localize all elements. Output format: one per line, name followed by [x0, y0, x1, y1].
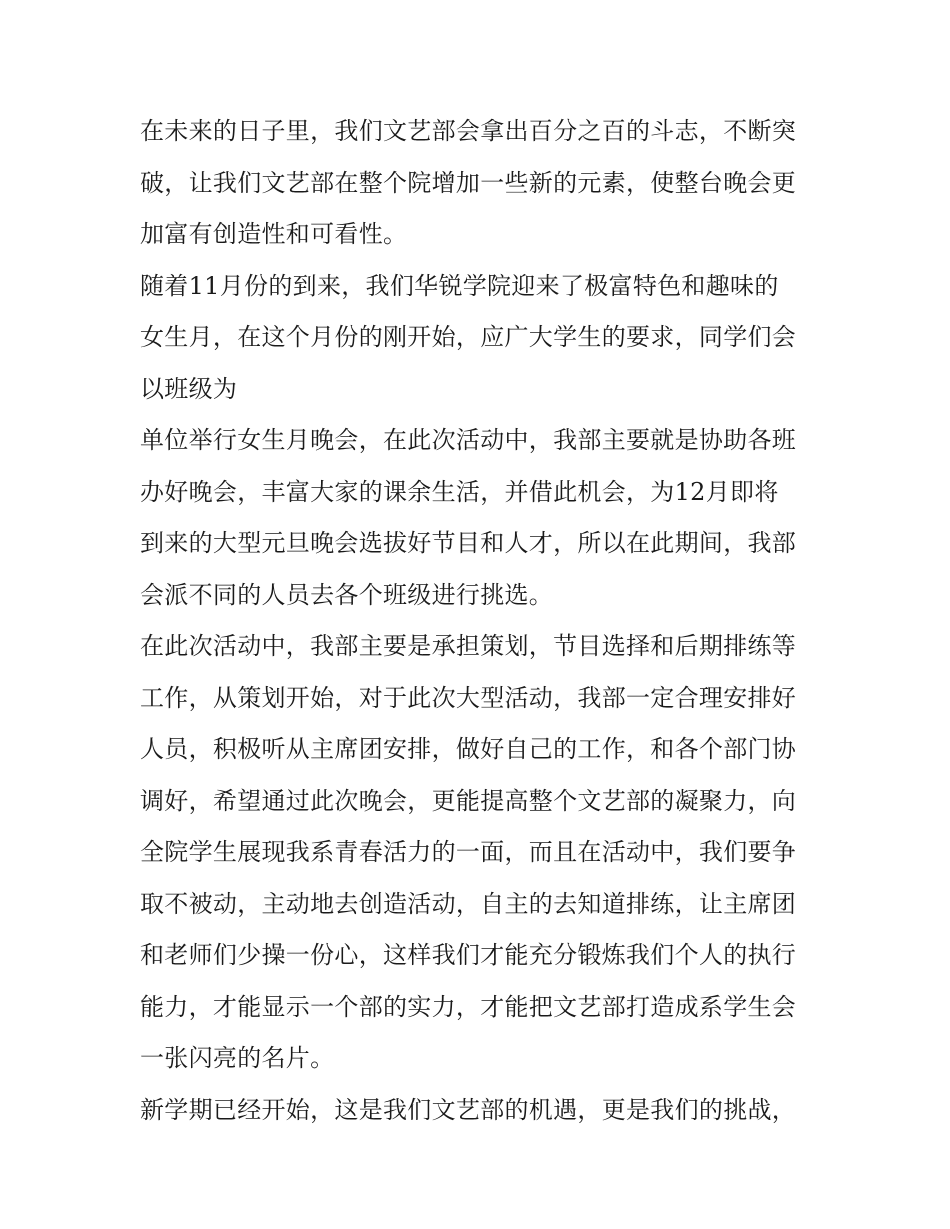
- text-line: 办好晚会，丰富大家的课余生活，并借此机会，为12月即将: [140, 477, 779, 506]
- text-line: 全院学生展现我系青春活力的一面，而且在活动中，我们要争: [140, 838, 797, 866]
- text-line: 女生月，在这个月份的刚开始，应广大学生的要求，同学们会: [140, 323, 797, 351]
- text-line: 能力，才能显示一个部的实力，才能把文艺部打造成系学生会: [140, 992, 797, 1021]
- text-line: 到来的大型元旦晚会选拔好节目和人才，所以在此期间，我部: [140, 529, 797, 557]
- text-line: 新学期已经开始，这是我们文艺部的机遇，更是我们的挑战，: [140, 1095, 797, 1124]
- text-line: 加富有创造性和可看性。: [140, 220, 408, 248]
- text-line: 一张闪亮的名片。: [140, 1044, 335, 1072]
- document-body: [140, 106, 820, 1136]
- text-line: 破，让我们文艺部在整个院增加一些新的元素，使整台晚会更: [140, 168, 797, 197]
- text-line: 以班级为: [140, 374, 238, 403]
- text-line: 会派不同的人员去各个班级进行挑选。: [140, 580, 554, 609]
- text-line: 单位举行女生月晚会，在此次活动中，我部主要就是协助各班: [140, 426, 797, 454]
- text-line: 工作，从策划开始，对于此次大型活动，我部一定合理安排好: [140, 683, 797, 712]
- text-line: 调好，希望通过此次晚会，更能提高整个文艺部的凝聚力，向: [140, 786, 797, 815]
- text-line: 取不被动，主动地去创造活动，自主的去知道排练，让主席团: [140, 889, 797, 918]
- text-line: 人员，积极听从主席团安排，做好自己的工作，和各个部门协: [140, 735, 797, 763]
- text-line: 和老师们少操一份心，这样我们才能充分锻炼我们个人的执行: [140, 941, 797, 969]
- text-line: 随着11月份的到来，我们华锐学院迎来了极富特色和趣味的: [140, 271, 779, 300]
- text-line: 在未来的日子里，我们文艺部会拿出百分之百的斗志，不断突: [140, 117, 797, 145]
- text-line: 在此次活动中，我部主要是承担策划，节目选择和后期排练等: [140, 632, 797, 660]
